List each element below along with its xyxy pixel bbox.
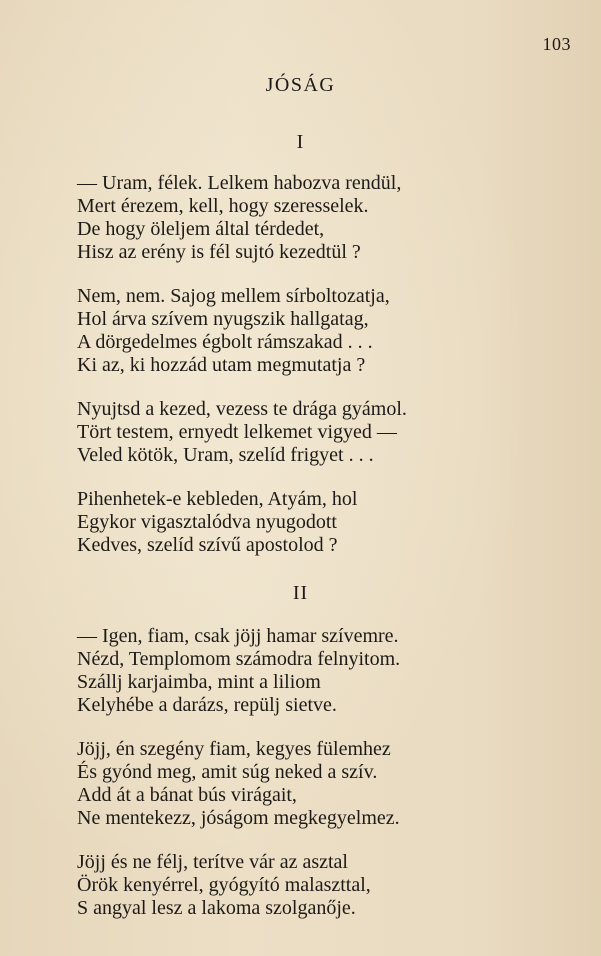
verse-line: Add át a bánat bús virágait, (77, 784, 297, 806)
page-number: 103 (542, 34, 571, 54)
verse-line: Pihenhetek-e kebleden, Atyám, hol (77, 488, 358, 510)
verse-line: Szállj karjaimba, mint a liliom (77, 671, 321, 693)
stanza-4 (77, 488, 577, 557)
verse-line: Ki az, ki hozzád utam megmutatja ? (77, 354, 366, 376)
poem-title: JÓSÁG (265, 74, 336, 96)
verse-line: Veled kötök, Uram, szelíd frigyet . . . (77, 444, 374, 466)
verse-line: — Igen, fiam, csak jöjj hamar szívemre. (77, 625, 399, 647)
verse-line: Nem, nem. Sajog mellem sírboltozatja, (77, 285, 390, 307)
verse-line: Kelyhébe a darázs, repülj sietve. (77, 694, 337, 716)
stanza-7 (77, 851, 577, 920)
verse-line: Nyujtsd a kezed, vezess te drága gyámol. (77, 398, 407, 420)
part-numeral-1: I (296, 131, 305, 153)
part-numeral-2: II (292, 582, 309, 604)
verse-line: Örök kenyérrel, gyógyító malaszttal, (77, 874, 371, 896)
verse-line: S angyal lesz a lakoma szolganője. (77, 897, 356, 919)
verse-line: Ne mentekezz, jóságom megkegyelmez. (77, 807, 400, 829)
verse-line: Hisz az erény is fél sujtó kezedtül ? (77, 241, 361, 263)
verse-line: Mert érezem, kell, hogy szeresselek. (77, 195, 369, 217)
stanza-6 (77, 738, 577, 830)
verse-line: A dörgedelmes égbolt rámszakad . . . (77, 331, 373, 353)
verse-line: — Uram, félek. Lelkem habozva rendül, (77, 172, 402, 194)
stanza-1 (77, 172, 577, 264)
stanza-3 (77, 398, 577, 467)
verse-line: Tört testem, ernyedt lelkemet vigyed — (77, 421, 397, 443)
verse-line: Egykor vigasztalódva nyugodott (77, 511, 337, 533)
verse-line: Jöjj, én szegény fiam, kegyes fülemhez (77, 738, 391, 760)
verse-line: Nézd, Templomom számodra felnyitom. (77, 648, 401, 670)
verse-line: Kedves, szelíd szívű apostolod ? (77, 534, 338, 556)
verse-line: De hogy öleljem által térdedet, (77, 218, 325, 240)
stanza-2 (77, 285, 577, 377)
verse-line: És gyónd meg, amit súg neked a szív. (77, 761, 378, 783)
verse-line: Jöjj és ne félj, terítve vár az asztal (77, 851, 348, 873)
stanza-5 (77, 625, 577, 717)
verse-line: Hol árva szívem nyugszik hallgatag, (77, 308, 369, 330)
